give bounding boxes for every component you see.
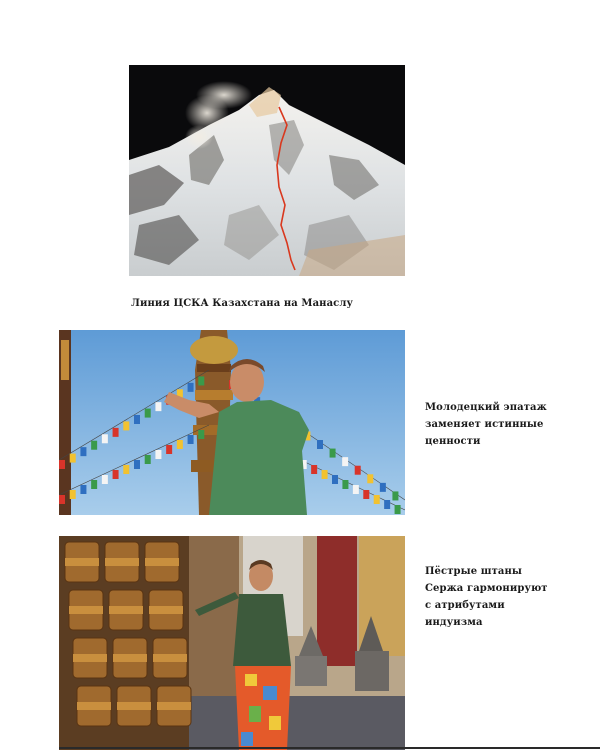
caption-stupa-line-2: заменяет истинные	[425, 419, 544, 430]
prayer-flag	[177, 440, 183, 449]
prayer-wheel-band	[105, 558, 139, 566]
prayer-flag	[91, 480, 97, 489]
page-bottom-rule	[59, 747, 600, 749]
prayer-flag	[188, 383, 194, 392]
prayer-flag	[113, 428, 119, 437]
prayer-flag	[395, 505, 401, 514]
prayer-flag	[59, 460, 65, 469]
prayer-flag	[353, 485, 359, 494]
prayer-flag	[70, 490, 76, 499]
caption-stupa	[425, 399, 565, 450]
caption-prayer-wheels-line-4: индуизма	[425, 617, 483, 628]
prayer-flag	[134, 460, 140, 469]
prayer-wheel-band	[113, 654, 147, 662]
prayer-flag	[145, 455, 151, 464]
prayer-flag	[332, 475, 338, 484]
prayer-wheel-band	[65, 558, 99, 566]
prayer-flag	[80, 485, 86, 494]
prayer-wheel-band	[117, 702, 151, 710]
prayer-flag	[355, 466, 361, 475]
caption-stupa-line-1: Молодецкий эпатаж	[425, 402, 547, 413]
prayer-wheel-band	[109, 606, 143, 614]
prayer-flag	[80, 447, 86, 456]
prayer-wheel-band	[73, 654, 107, 662]
prayer-wheel-band	[69, 606, 103, 614]
caption-prayer-wheels-line-3: с атрибутами	[425, 600, 505, 611]
prayer-wheel-band	[149, 606, 183, 614]
prayer-wheel-band	[153, 654, 187, 662]
prayer-flag	[70, 454, 76, 463]
prayer-wheels-photo	[59, 536, 405, 750]
prayer-flag	[367, 474, 373, 483]
prayer-flag	[123, 421, 129, 430]
prayer-flag	[380, 483, 386, 492]
prayer-flag	[145, 409, 151, 418]
prayer-flag	[59, 495, 65, 504]
prayer-wheel-band	[77, 702, 111, 710]
caption-mountain	[131, 295, 391, 312]
prayer-flag	[363, 490, 369, 499]
prayer-flag	[392, 491, 398, 500]
prayer-flag	[198, 376, 204, 385]
prayer-flag	[198, 430, 204, 439]
prayer-flag	[322, 470, 328, 479]
mountain-photo	[129, 65, 405, 276]
prayer-flag	[102, 475, 108, 484]
prayer-flag	[311, 465, 317, 474]
prayer-flag	[113, 470, 119, 479]
caption-mountain-line: Линия ЦСКА Казахстана на Манаслу	[131, 298, 354, 309]
prayer-flag	[134, 415, 140, 424]
prayer-wheel-band	[145, 558, 179, 566]
prayer-flag	[384, 500, 390, 509]
caption-prayer-wheels-line-1: Пёстрые штаны	[425, 566, 523, 577]
caption-stupa-line-3: ценности	[425, 436, 481, 447]
prayer-flag	[123, 465, 129, 474]
caption-prayer-wheels-line-2: Сержа гармонируют	[425, 583, 548, 594]
prayer-flag	[374, 495, 380, 504]
prayer-flag	[188, 435, 194, 444]
prayer-flag	[342, 480, 348, 489]
stupa-photo	[59, 330, 405, 515]
prayer-flag	[166, 445, 172, 454]
prayer-flag	[317, 440, 323, 449]
prayer-flag	[330, 449, 336, 458]
prayer-flag	[342, 457, 348, 466]
prayer-wheel-band	[157, 702, 191, 710]
caption-prayer-wheels	[425, 563, 565, 631]
prayer-flag	[102, 434, 108, 443]
prayer-flag	[91, 441, 97, 450]
prayer-flag	[155, 402, 161, 411]
prayer-flag	[155, 450, 161, 459]
